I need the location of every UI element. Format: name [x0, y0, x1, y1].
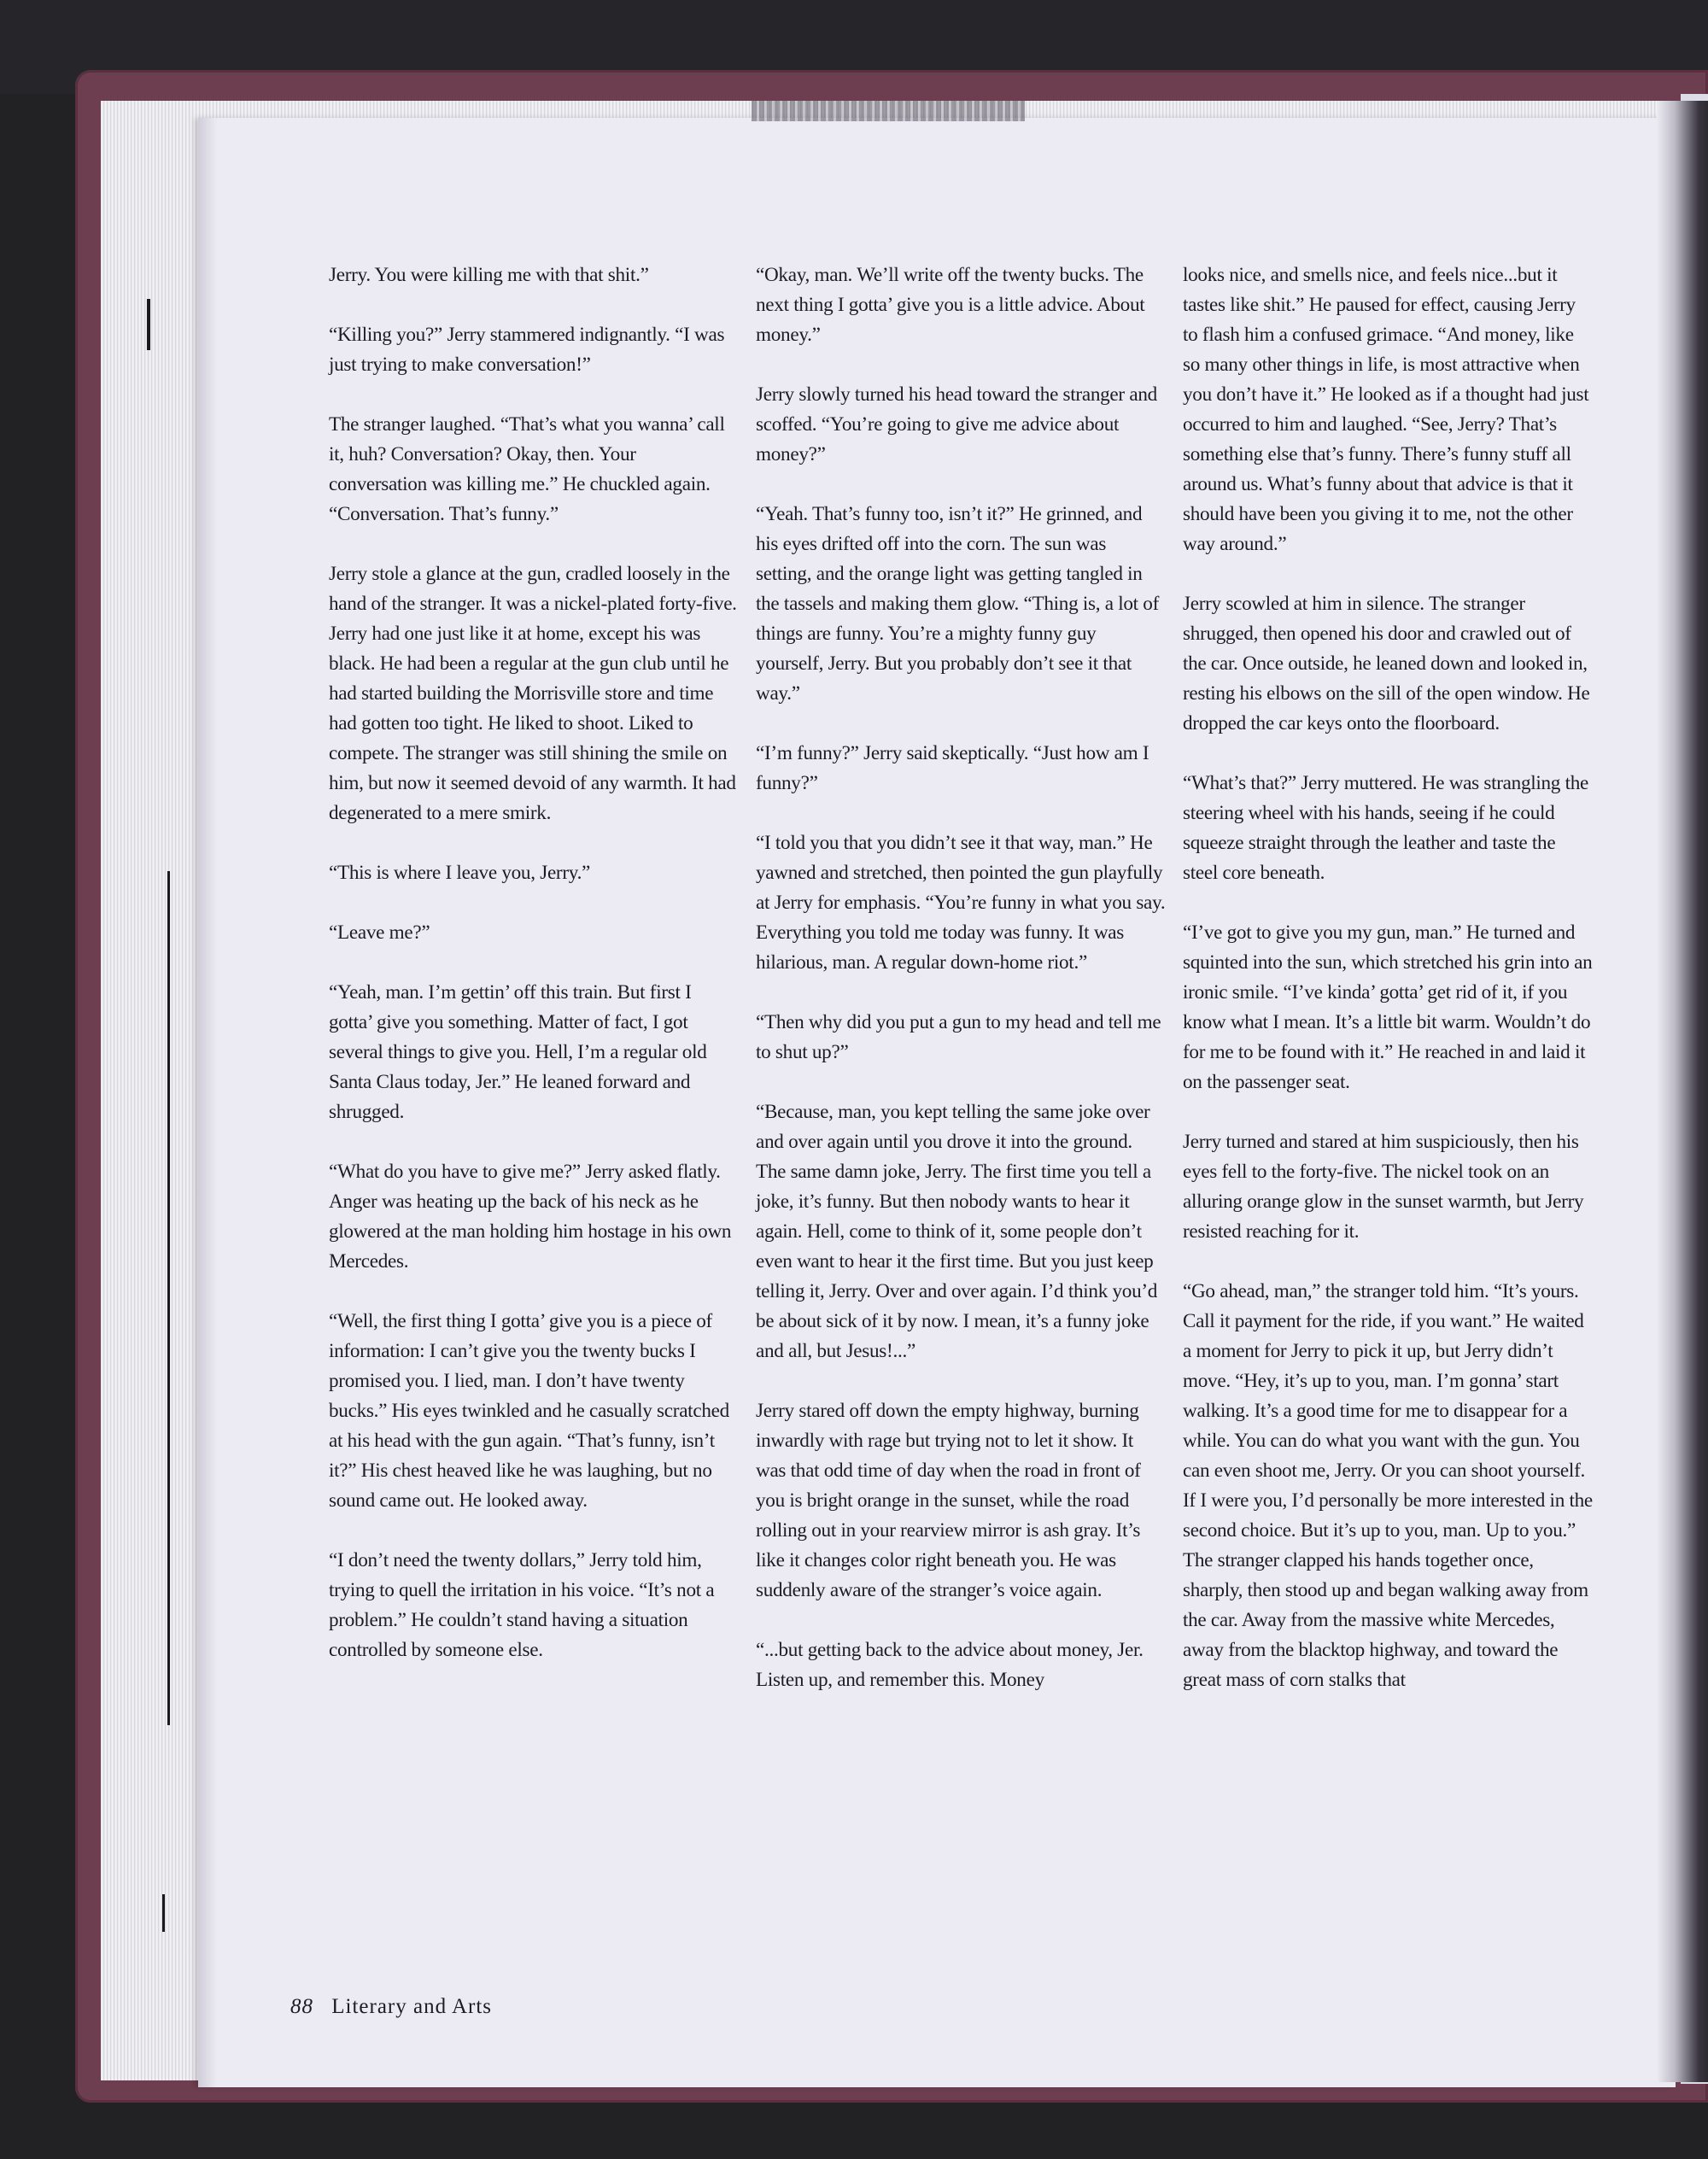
- paragraph: “This is where I leave you, Jerry.”: [329, 862, 591, 884]
- paragraph: “Then why did you put a gun to my head and tell me to shut up?”: [756, 1011, 1161, 1063]
- text-column-2: [756, 260, 1166, 1725]
- paragraph: “I’ve got to give you my gun, man.” He turned and squinted into the sun, which stretched his grin into an ironic smile. “I’ve kinda’ gotta’ get rid of it, if you know what I mean. It’s a little bit warm. Wouldn’t do for me to be found with it.” He reached in and laid it on the passenger seat.: [1183, 922, 1593, 1093]
- paragraph: “...but getting back to the advice about money, Jer. Listen up, and remember this. Money: [756, 1639, 1144, 1691]
- paragraph: Jerry stole a glance at the gun, cradled loosely in the hand of the stranger. It was a nickel-plated forty-five. Jerry had one just like it at home, except his was black. He had been a regular at the gun club until he had started building the Morrisville store and time had gotten too tight. He liked to shoot. Liked to compete. The stranger was still shining the smile on him, but now it seemed devoid of any warmth. It had degenerated to a mere smirk.: [329, 563, 737, 824]
- paragraph: “Killing you?” Jerry stammered indignantly. “I was just trying to make conversation!”: [329, 324, 725, 376]
- scan-edge-mark: [147, 299, 150, 350]
- paragraph: “What’s that?” Jerry muttered. He was strangling the steering wheel with his hands, seeing if he could squeeze straight through the leather and taste the steel core beneath.: [1183, 772, 1589, 884]
- paragraph: Jerry slowly turned his head toward the stranger and scoffed. “You’re going to give me advice about money?”: [756, 383, 1157, 465]
- paragraph: Jerry stared off down the empty highway, burning inwardly with rage but trying not to let it show. It was that odd time of day when the road in front of you is bright orange in the sunset, while the road rolling out in your rearview mirror is ash gray. It’s like it changes color right beneath you. He was suddenly aware of the stranger’s voice again.: [756, 1400, 1141, 1601]
- paragraph: “I told you that you didn’t see it that way, man.” He yawned and stretched, then pointed the gun playfully at Jerry for emphasis. “You’re funny in what you say. Everything you told me today was funny. It was hilarious, man. A regular down-home riot.”: [756, 832, 1166, 974]
- paragraph: “Go ahead, man,” the stranger told him. “It’s yours. Call it payment for the ride, if you want.” He waited a moment for Jerry to pick it up, but Jerry didn’t move. “Hey, it’s up to you, man. I’m gonna’ start walking. It’s a good time for me to disappear for a while. You can do what you want with the gun. You can even shoot me, Jerry. Or you can shoot yourself. If I were you, I’d personally be more interested in the second choice. But it’s up to you, man. Up to you.” The stranger clapped his hands together once, sharply, then stood up and began walking away from the car. Away from the massive white Mercedes, away from the blacktop highway, and toward the great mass of corn stalks that: [1183, 1280, 1593, 1691]
- paragraph: looks nice, and smells nice, and feels nice...but it tastes like shit.” He paused for effect, causing Jerry to flash him a confused grimace. “And money, like so many other things in life, is most attractive when you don’t have it.” He looked as if a thought had just occurred to him and laughed. “See, Jerry? That’s something else that’s funny. There’s funny stuff all around us. What’s funny about that advice is that it should have been you giving it to me, not the other way around.”: [1183, 264, 1589, 555]
- paragraph: Jerry scowled at him in silence. The stranger shrugged, then opened his door and crawled out of the car. Once outside, he leaned down and looked in, resting his elbows on the sill of the open window. He dropped the car keys onto the floorboard.: [1183, 593, 1590, 734]
- page-footer: [290, 1995, 492, 2019]
- paragraph: “Leave me?”: [329, 922, 430, 944]
- page-number: 88: [290, 1995, 313, 2018]
- scan-edge-mark: [162, 1894, 165, 1932]
- paragraph: “I don’t need the twenty dollars,” Jerry told him, trying to quell the irritation in his voice. “It’s not a problem.” He couldn’t stand having a situation controlled by someone else.: [329, 1549, 715, 1661]
- paragraph: The stranger laughed. “That’s what you wanna’ call it, huh? Conversation? Okay, then. Your conversation was killing me.” He chuckled again. “Conversation. That’s funny.”: [329, 413, 725, 525]
- paragraph: Jerry turned and stared at him suspiciously, then his eyes fell to the forty-five. The nickel took on an alluring orange glow in the sunset warmth, but Jerry resisted reaching for it.: [1183, 1131, 1584, 1243]
- paragraph: “Because, man, you kept telling the same joke over and over again until you drove it into the ground. The same damn joke, Jerry. The first time you tell a joke, it’s funny. But then nobody wants to hear it again. Hell, come to think of it, some people don’t even want to hear it the first time. But you just keep telling it, Jerry. Over and over again. I’d think you’d be about sick of it by now. I mean, it’s a funny joke and all, but Jesus!...”: [756, 1101, 1158, 1362]
- article-body: [329, 260, 1593, 1815]
- book-gutter: [1657, 101, 1708, 2082]
- paragraph: “Yeah. That’s funny too, isn’t it?” He grinned, and his eyes drifted off into the corn. The sun was setting, and the orange light was getting tangled in the tassels and making them glow. “Thing is, a lot of things are funny. You’re a mighty funny guy yourself, Jerry. But you probably don’t see it that way.”: [756, 503, 1160, 705]
- text-column-1: [329, 260, 739, 1695]
- paragraph: “Well, the first thing I gotta’ give you is a piece of information: I can’t give you the twenty bucks I promised you. I lied, man. I don’t have twenty bucks.” His eyes twinkled and he casually scratched at his head with the gun again. “That’s funny, isn’t it?” His chest heaved like he was laughing, but no sound came out. He looked away.: [329, 1310, 729, 1512]
- paragraph: “Yeah, man. I’m gettin’ off this train. But first I gotta’ give you something. Matter of fact, I got several things to give you. Hell, I’m a regular old Santa Claus today, Jer.” He leaned forward and shrugged.: [329, 981, 707, 1123]
- paragraph: Jerry. You were killing me with that shit.”: [329, 264, 649, 286]
- paragraph: “Okay, man. We’ll write off the twenty bucks. The next thing I gotta’ give you is a little advice. About money.”: [756, 264, 1145, 346]
- section-name: Literary and Arts: [331, 1995, 493, 2018]
- header-remnant: [752, 101, 1025, 121]
- scan-edge-mark: [167, 871, 170, 1725]
- paragraph: “I’m funny?” Jerry said skeptically. “Just how am I funny?”: [756, 742, 1149, 794]
- text-column-3: [1183, 260, 1593, 1725]
- paragraph: “What do you have to give me?” Jerry asked flatly. Anger was heating up the back of his neck as he glowered at the man holding him hostage in his own Mercedes.: [329, 1161, 732, 1273]
